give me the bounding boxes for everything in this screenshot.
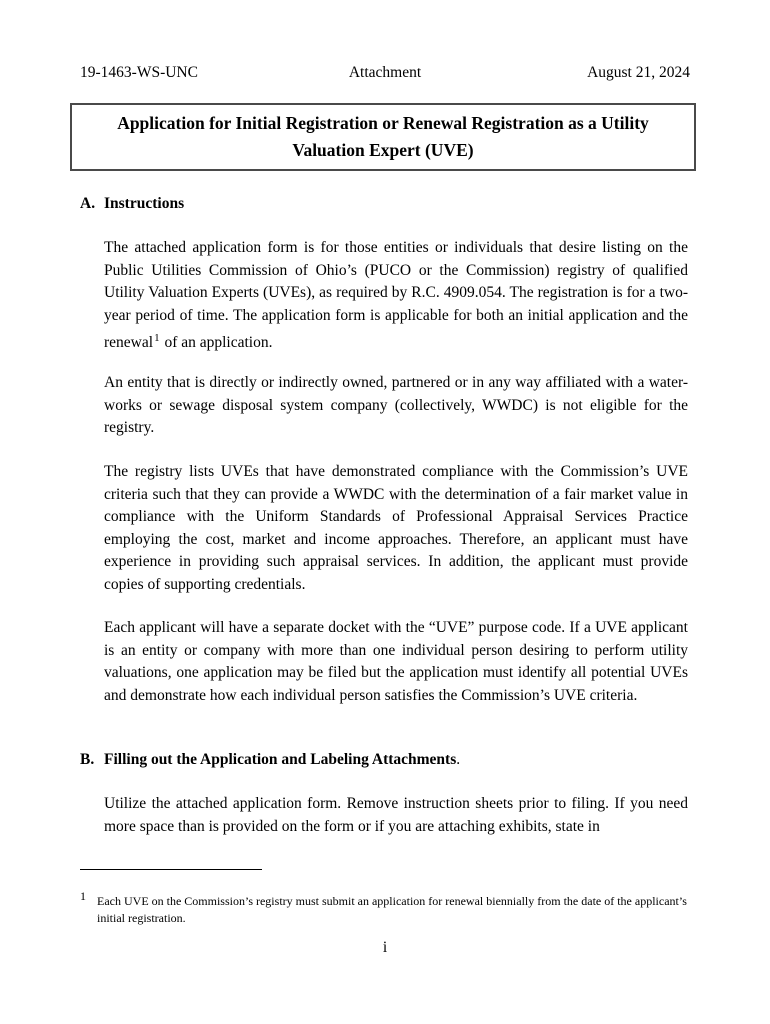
section-a-letter: A. xyxy=(80,195,96,212)
footnote-reference[interactable]: 1 xyxy=(154,332,160,344)
section-a-paragraph-4: Each applicant will have a separate docket with the “UVE” purpose code. If a UVE applicant is an entity or company with more than one individual person desiring to perform utility valuations, one application may be filed but the application must identify all potential UVEs and demonstrate how each individual person satisfies the Commission’s UVE criteria. xyxy=(104,619,688,704)
paragraph-1-text-end: of an application. xyxy=(160,334,273,351)
section-a-paragraph-3: The registry lists UVEs that have demonstrated compliance with the Commission’s UVE criteria such that they can provide a WWDC with the determination of a fair market value in compliance with the Uniform Standards of Professional Appraisal Services Practice employing the cost, market and income approaches. Therefore, an applicant must have experience in providing such appraisal services. In addition, the applicant must provide copies of supporting credentials. xyxy=(104,463,688,593)
footnote-text: Each UVE on the Commission’s registry must submit an application for renewal biennially from the date of the applicant’s initial registration. xyxy=(97,894,687,925)
section-b-letter: B. xyxy=(80,751,95,768)
section-b-title-period: . xyxy=(456,751,461,768)
section-a-paragraph-2: An entity that is directly or indirectly owned, partnered or in any way affiliated with a water-works or sewage disposal system company (collectively, WWDC) is not eligible for the registry. xyxy=(104,374,688,436)
page-header xyxy=(80,64,690,88)
header-date: August 21, 2024 xyxy=(587,64,690,81)
section-b-heading xyxy=(80,751,460,769)
section-a-heading xyxy=(80,195,184,213)
page-number: i xyxy=(382,939,388,956)
section-b-paragraph-1: Utilize the attached application form. Remove instruction sheets prior to filing. If you need more space than is provided on the form or if you are attaching exhibits, state in xyxy=(104,795,688,835)
paragraph-1-text: The attached application form is for those entities or individuals that desire listing on the Public Utilities Commission of Ohio’s (PUCO or the Commission) registry of qualified Utility Valuation Experts (UVEs), as required by R.C. 4909.054. The registration is for a two-year period of time. The application form is applicable for both an initial application and the renewal xyxy=(104,239,688,351)
footnote-mark: 1 xyxy=(80,889,86,903)
section-a-paragraph-1 xyxy=(104,237,688,355)
docket-number: 19-1463-WS-UNC xyxy=(80,64,198,81)
footnote-divider xyxy=(80,869,262,870)
section-a-title: Instructions xyxy=(104,195,185,212)
document-title-box xyxy=(70,103,696,171)
header-attachment-label: Attachment xyxy=(348,64,422,81)
document-title: Application for Initial Registration or Renewal Registration as a Utility Valuation Expert (UVE) xyxy=(117,113,649,160)
section-b-title: Filling out the Application and Labeling Attachments xyxy=(104,751,457,768)
